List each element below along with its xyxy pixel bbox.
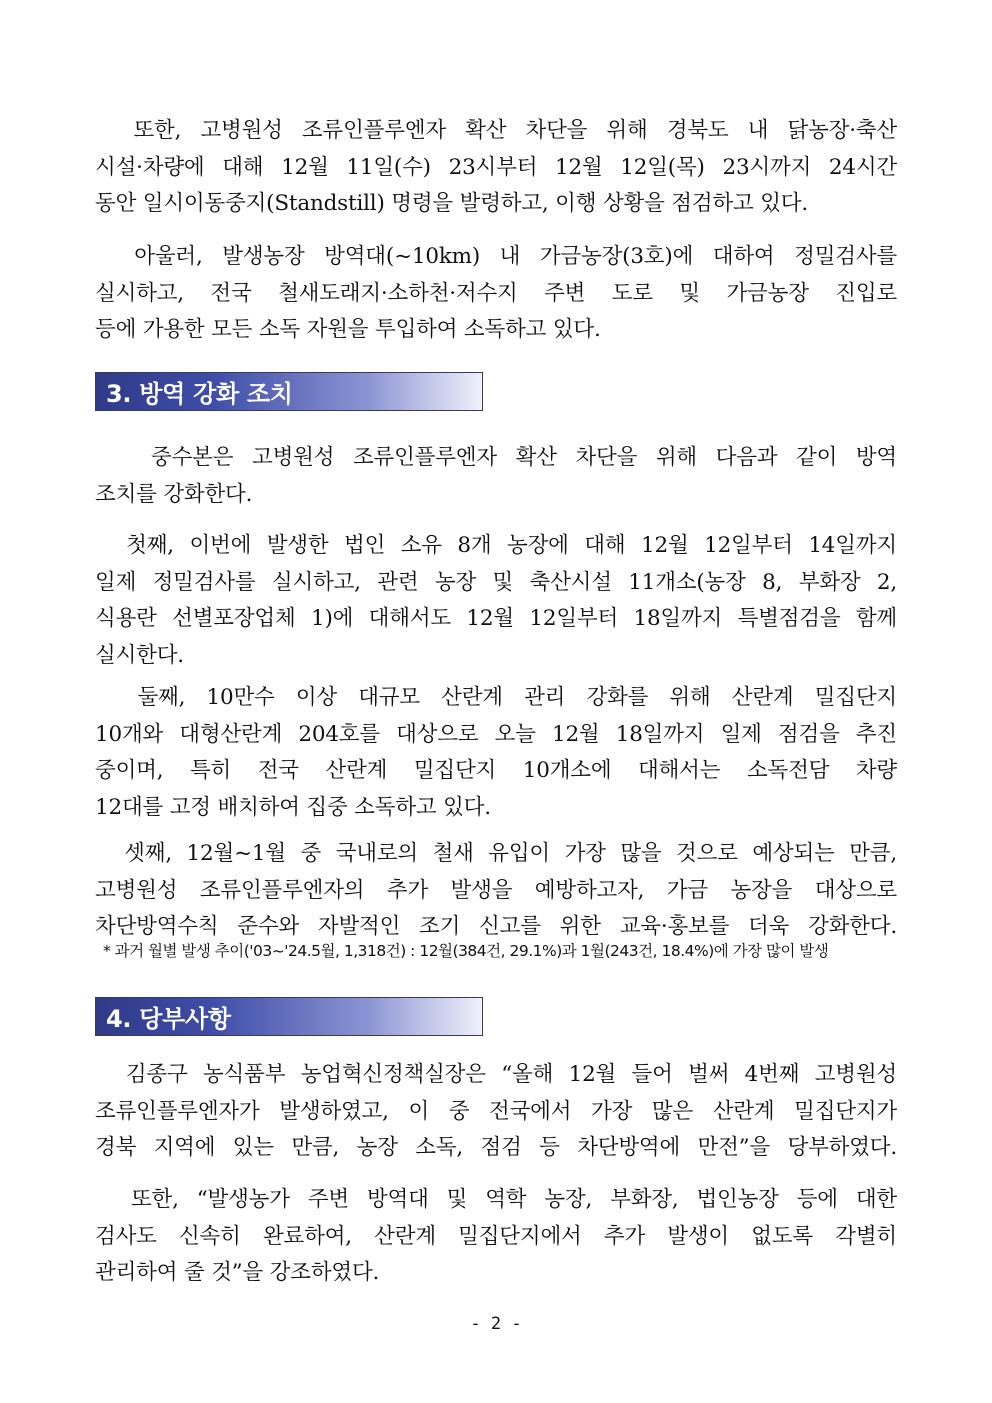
footnote-monthly-trend: * 과거 월별 발생 추이('03~'24.5월, 1,318건) : 12월(384건, 29.1%)과 1월(243건, 18.4%)에 가장 많이 발생	[103, 942, 829, 960]
text-line: 10개와 대형산란계 204호를 대상으로 오늘 12월 18일까지 일제 점검을 추진	[95, 721, 897, 747]
text-line: 동안 일시이동중지(Standstill) 명령을 발령하고, 이행 상황을 점검하고 있다.	[95, 191, 808, 216]
text-line: 등에 가용한 모든 소독 자원을 투입하여 소독하고 있다.	[95, 317, 601, 342]
text-line: 김종구 농식품부 농업혁신정책실장은 “올해 12월 들어 벌써 4번째 고병원성	[95, 1062, 897, 1087]
section-title: 4. 당부사항	[106, 1005, 231, 1033]
text-line: 아울러, 발생농장 방역대(~10km) 내 가금농장(3호)에 대하여 정밀검사를	[95, 244, 897, 269]
text-line: 검사도 신속히 완료하여, 산란계 밀집단지에서 추가 발생이 없도록 각별히	[95, 1223, 897, 1249]
text-line: 시설·차량에 대해 12월 11일(수) 23시부터 12월 12일(목) 23시까지 24시간	[95, 154, 897, 180]
text-line: 일제 정밀검사를 실시하고, 관련 농장 및 축산시설 11개소(농장 8, 부화장 2,	[95, 569, 897, 595]
text-line: 실시하고, 전국 철새도래지·소하천·저수지 주변 도로 및 가금농장 진입로	[95, 280, 897, 306]
section-header-requests	[95, 997, 483, 1036]
text-line: 식용란 선별포장업체 1)에 대해서도 12월 12일부터 18일까지 특별점검을 함께	[95, 606, 897, 631]
text-line: 12대를 고정 배치하여 집중 소독하고 있다.	[95, 794, 491, 820]
paragraph-inspection	[95, 239, 897, 349]
text-line: 셋째, 12월~1월 중 국내로의 철새 유입이 가장 많을 것으로 예상되는 만큼,	[95, 841, 897, 866]
text-line: 경북 지역에 있는 만큼, 농장 소독, 점검 등 차단방역에 만전”을 당부하였다.	[95, 1135, 897, 1160]
text-line: 관리하여 줄 것”을 강조하였다.	[95, 1260, 380, 1285]
text-line: 차단방역수칙 준수와 자발적인 조기 신고를 위한 교육·홍보를 더욱 강화한다.	[95, 914, 897, 939]
text-line: 중이며, 특히 전국 산란계 밀집단지 10개소에 대해서는 소독전담 차량	[95, 758, 897, 783]
text-line: 실시한다.	[95, 642, 184, 668]
page-number: - 2 -	[470, 1314, 522, 1334]
text-line: 중수본은 고병원성 조류인플루엔자 확산 차단을 위해 다음과 같이 방역	[95, 445, 897, 470]
section-header-quarantine-measures	[95, 372, 483, 411]
paragraph-intro-measures	[95, 440, 897, 513]
section-title: 3. 방역 강화 조치	[106, 380, 293, 408]
paragraph-first-measure	[95, 528, 897, 674]
paragraph-second-measure	[95, 680, 897, 826]
text-line: 고병원성 조류인플루엔자의 추가 발생을 예방하고자, 가금 농장을 대상으로	[95, 877, 897, 903]
text-line: 또한, “발생농가 주변 방역대 및 역학 농장, 부화장, 법인농장 등에 대한	[95, 1187, 897, 1212]
paragraph-official-statement	[95, 1057, 897, 1167]
text-line: 조류인플루엔자가 발생하였고, 이 중 전국에서 가장 많은 산란계 밀집단지가	[95, 1098, 897, 1124]
text-line: 또한, 고병원성 조류인플루엔자 확산 차단을 위해 경북도 내 닭농장·축산	[95, 118, 897, 143]
paragraph-standstill	[95, 113, 897, 223]
text-line: 둘째, 10만수 이상 대규모 산란계 관리 강화를 위해 산란계 밀집단지	[95, 685, 897, 710]
text-line: 첫째, 이번에 발생한 법인 소유 8개 농장에 대해 12월 12일부터 14일까지	[95, 533, 897, 558]
text-line: 조치를 강화한다.	[95, 481, 253, 507]
paragraph-third-measure	[95, 836, 897, 946]
paragraph-emphasis	[95, 1182, 897, 1292]
